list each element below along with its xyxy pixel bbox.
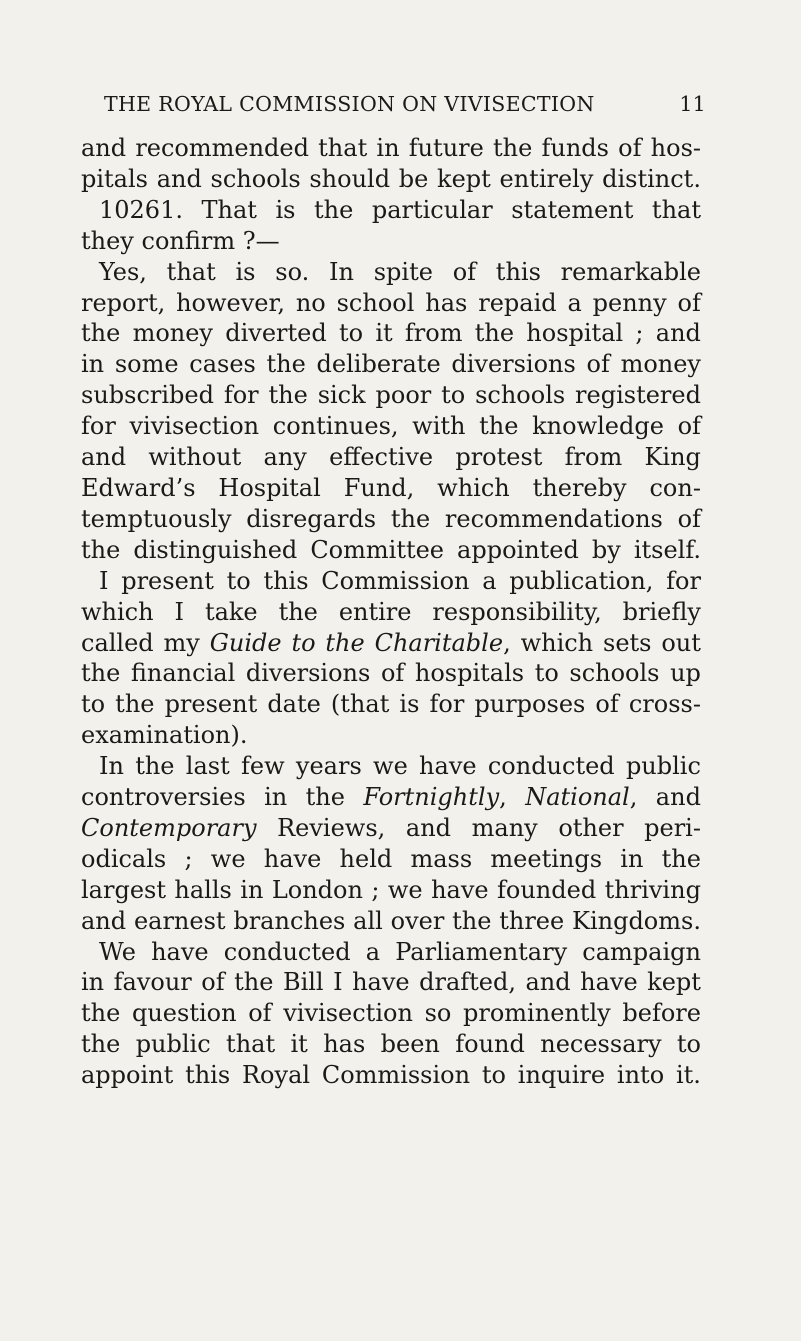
word: diversions bbox=[451, 350, 576, 379]
word: hos- bbox=[650, 134, 701, 162]
word: controversies bbox=[81, 783, 246, 812]
word: Commission bbox=[321, 566, 470, 595]
word: vivisection bbox=[129, 412, 260, 441]
text-line bbox=[81, 164, 701, 195]
word: London bbox=[271, 875, 363, 904]
word: for bbox=[429, 690, 465, 719]
word: the bbox=[81, 659, 121, 688]
body-text bbox=[81, 133, 701, 1091]
word: conducted bbox=[487, 752, 615, 781]
word: Hospital bbox=[218, 473, 321, 502]
word: and bbox=[81, 443, 127, 472]
word: we bbox=[387, 875, 423, 904]
word: schools bbox=[569, 659, 660, 688]
word: halls bbox=[174, 875, 232, 904]
word: National, bbox=[525, 783, 638, 812]
word: some bbox=[114, 350, 179, 379]
word: purposes bbox=[474, 690, 586, 719]
word: be bbox=[398, 164, 429, 193]
word: remarkable bbox=[560, 257, 701, 286]
word: statement bbox=[511, 195, 634, 224]
word: before bbox=[622, 999, 701, 1028]
word: the bbox=[452, 906, 492, 935]
word: conducted bbox=[223, 937, 351, 966]
word: a bbox=[365, 937, 381, 966]
word: the bbox=[81, 535, 121, 564]
word: years bbox=[295, 752, 362, 781]
word: take bbox=[204, 597, 258, 626]
word: (that bbox=[330, 690, 390, 719]
word: should bbox=[309, 164, 391, 193]
word: of bbox=[380, 659, 405, 688]
word: Yes, bbox=[99, 257, 147, 286]
text-line bbox=[81, 1029, 701, 1060]
text-line bbox=[81, 504, 701, 535]
word: Committee bbox=[310, 535, 445, 564]
word: responsibility, bbox=[432, 597, 602, 626]
word: have bbox=[352, 968, 410, 997]
word: money bbox=[132, 319, 213, 348]
word: in bbox=[81, 968, 105, 997]
word: temptuously bbox=[81, 504, 232, 533]
text-line bbox=[81, 720, 701, 751]
word: the bbox=[493, 134, 533, 162]
word: which bbox=[520, 628, 594, 657]
word: I bbox=[99, 566, 109, 595]
word: it. bbox=[675, 1061, 701, 1090]
word: the bbox=[115, 690, 155, 719]
word: we bbox=[210, 844, 246, 873]
word: to bbox=[534, 659, 559, 688]
word: disregards bbox=[246, 504, 377, 533]
word: the bbox=[81, 1030, 121, 1059]
word: no bbox=[295, 288, 326, 317]
text-line bbox=[81, 689, 701, 720]
word: a bbox=[567, 288, 582, 317]
text-line bbox=[81, 318, 701, 349]
word: cases bbox=[189, 350, 256, 379]
word: I bbox=[333, 968, 343, 997]
word: however, bbox=[176, 288, 285, 317]
word: Bill bbox=[282, 968, 324, 997]
word: Commission bbox=[321, 1061, 471, 1090]
word: inquire bbox=[517, 1061, 606, 1090]
word: We bbox=[99, 937, 136, 966]
word: protest bbox=[455, 443, 543, 472]
word: to bbox=[441, 381, 466, 410]
word: and bbox=[81, 906, 127, 935]
word: mass bbox=[410, 844, 473, 873]
word: for bbox=[81, 412, 116, 441]
word: my bbox=[163, 628, 200, 657]
word: knowledge bbox=[532, 412, 664, 441]
word: Fortnightly, bbox=[363, 783, 507, 812]
word: deliberate bbox=[316, 350, 441, 379]
word: effective bbox=[329, 443, 434, 472]
running-title: THE ROYAL COMMISSION ON VIVISECTION bbox=[104, 92, 595, 116]
text-line bbox=[81, 844, 701, 875]
text-line bbox=[81, 782, 701, 813]
word: this bbox=[263, 566, 309, 595]
word: particular bbox=[371, 195, 493, 224]
word: three bbox=[499, 906, 565, 935]
word: has bbox=[323, 1030, 366, 1059]
word: kept bbox=[437, 164, 491, 193]
word: report, bbox=[81, 288, 166, 317]
word: In bbox=[329, 257, 354, 286]
word: largest bbox=[81, 875, 166, 904]
word: future bbox=[408, 134, 484, 162]
word: few bbox=[241, 752, 285, 781]
word: of bbox=[586, 350, 610, 379]
word: the bbox=[266, 350, 306, 379]
word: odicals bbox=[81, 844, 167, 873]
word: con- bbox=[649, 473, 701, 502]
word: to bbox=[226, 566, 251, 595]
word: of bbox=[201, 968, 225, 997]
word: founded bbox=[497, 875, 597, 904]
word: schools bbox=[210, 164, 301, 193]
word: and bbox=[405, 813, 452, 842]
word: That bbox=[201, 195, 257, 224]
word: entirely bbox=[499, 164, 594, 193]
word: have bbox=[431, 875, 489, 904]
word: the bbox=[325, 628, 365, 657]
word: the bbox=[305, 783, 345, 812]
word: Charitable, bbox=[374, 628, 511, 657]
word: sick bbox=[317, 381, 366, 410]
word: the bbox=[234, 968, 274, 997]
word: kept bbox=[647, 968, 701, 997]
word: appointed bbox=[457, 535, 579, 564]
text-line bbox=[81, 442, 701, 473]
word: schools bbox=[475, 381, 566, 410]
word: so. bbox=[275, 257, 310, 286]
word: of bbox=[452, 257, 477, 286]
word: the bbox=[314, 195, 354, 224]
word: that bbox=[226, 1030, 276, 1059]
word: it bbox=[290, 1030, 308, 1059]
word: ; bbox=[184, 844, 193, 873]
word: King bbox=[644, 443, 701, 472]
word: of bbox=[595, 690, 619, 719]
text-line bbox=[81, 473, 701, 504]
word: spite bbox=[373, 257, 433, 286]
text-line bbox=[81, 257, 701, 288]
word: question bbox=[131, 999, 237, 1028]
word: have bbox=[151, 937, 209, 966]
word: campaign bbox=[582, 937, 701, 966]
word: been bbox=[380, 1030, 440, 1059]
word: pitals bbox=[81, 164, 148, 193]
word: last bbox=[185, 752, 230, 781]
word: the bbox=[278, 597, 318, 626]
line-text: examination). bbox=[81, 721, 248, 750]
word: entire bbox=[338, 597, 412, 626]
word: briefly bbox=[622, 597, 701, 626]
word: up bbox=[670, 659, 701, 688]
word: Fund, bbox=[343, 473, 415, 502]
text-line bbox=[81, 566, 701, 597]
text-line bbox=[81, 658, 701, 689]
word: from bbox=[564, 443, 623, 472]
word: of bbox=[618, 134, 642, 162]
text-line bbox=[81, 226, 701, 257]
text-line bbox=[81, 967, 701, 998]
text-line bbox=[81, 875, 701, 906]
word: and bbox=[156, 164, 202, 193]
word: subscribed bbox=[81, 381, 214, 410]
word: and bbox=[81, 134, 127, 162]
word: In bbox=[99, 752, 124, 781]
word: is bbox=[275, 195, 296, 224]
word: recommendations bbox=[444, 504, 663, 533]
word: poor bbox=[375, 381, 432, 410]
running-head bbox=[104, 92, 706, 116]
word: diversions bbox=[245, 659, 371, 688]
word: in bbox=[620, 844, 644, 873]
word: that bbox=[166, 257, 216, 286]
word: of bbox=[677, 412, 701, 441]
word: financial bbox=[130, 659, 236, 688]
word: in bbox=[376, 134, 400, 162]
word: the bbox=[268, 381, 308, 410]
word: to bbox=[291, 628, 316, 657]
word: for bbox=[666, 566, 701, 595]
word: 10261. bbox=[99, 195, 183, 224]
word: called bbox=[81, 628, 154, 657]
word: and bbox=[525, 968, 571, 997]
word: appoint bbox=[81, 1061, 174, 1090]
word: to bbox=[81, 690, 106, 719]
text-line bbox=[81, 195, 701, 226]
word: present bbox=[121, 566, 214, 595]
word: favour bbox=[113, 968, 192, 997]
word: all bbox=[353, 906, 383, 935]
word: Guide bbox=[209, 628, 282, 657]
word: the bbox=[135, 752, 175, 781]
word: so bbox=[424, 999, 452, 1028]
word: thriving bbox=[604, 875, 701, 904]
word: of bbox=[677, 504, 701, 533]
word: from bbox=[404, 319, 463, 348]
word: diverted bbox=[225, 319, 327, 348]
word: out bbox=[661, 628, 701, 657]
word: to bbox=[481, 1061, 506, 1090]
text-line bbox=[81, 998, 701, 1029]
word: the bbox=[390, 504, 431, 533]
word: many bbox=[471, 813, 538, 842]
word: have bbox=[419, 752, 477, 781]
word: which bbox=[81, 597, 154, 626]
word: in bbox=[264, 783, 288, 812]
text-line bbox=[81, 380, 701, 411]
word: prominently bbox=[463, 999, 611, 1028]
word: to bbox=[676, 1030, 701, 1059]
text-line bbox=[81, 751, 701, 782]
word: have bbox=[263, 844, 322, 873]
word: Kingdoms. bbox=[572, 906, 701, 935]
word: with bbox=[412, 412, 466, 441]
word: itself. bbox=[633, 535, 701, 564]
word: recommended bbox=[135, 134, 309, 162]
word: held bbox=[339, 844, 393, 873]
word: ; bbox=[635, 319, 644, 348]
word: of bbox=[677, 288, 701, 317]
word: cross- bbox=[628, 690, 701, 719]
word: meetings bbox=[490, 844, 603, 873]
word: has bbox=[425, 288, 468, 317]
word: present bbox=[164, 690, 258, 719]
word: to bbox=[338, 319, 364, 348]
word: registered bbox=[575, 381, 701, 410]
text-line bbox=[81, 628, 701, 659]
word: this bbox=[495, 257, 541, 286]
word: penny bbox=[592, 288, 667, 317]
word: without bbox=[148, 443, 242, 472]
word: earnest bbox=[133, 906, 226, 935]
word: this bbox=[185, 1061, 231, 1090]
word: publication, bbox=[509, 566, 654, 595]
word: I bbox=[174, 597, 184, 626]
word: peri- bbox=[644, 813, 701, 842]
line-text: they confirm ?— bbox=[81, 226, 280, 255]
word: Reviews, bbox=[277, 813, 386, 842]
word: it bbox=[375, 319, 393, 348]
word: for bbox=[223, 381, 259, 410]
word: sets bbox=[603, 628, 652, 657]
word: and bbox=[655, 319, 701, 348]
word: that bbox=[651, 195, 701, 224]
word: a bbox=[482, 566, 497, 595]
word: funds bbox=[541, 134, 609, 162]
word: public bbox=[135, 1030, 211, 1059]
text-line bbox=[81, 937, 701, 968]
text-line bbox=[81, 906, 701, 937]
word: drafted, bbox=[419, 968, 516, 997]
word: distinct. bbox=[602, 164, 701, 193]
word: hospital bbox=[526, 319, 624, 348]
word: any bbox=[263, 443, 307, 472]
text-line bbox=[81, 133, 701, 164]
word: we bbox=[373, 752, 408, 781]
word: thereby bbox=[532, 473, 627, 502]
word: ; bbox=[371, 875, 380, 904]
word: Edward’s bbox=[81, 473, 196, 502]
word: branches bbox=[233, 906, 346, 935]
text-line bbox=[81, 1060, 701, 1091]
word: have bbox=[580, 968, 638, 997]
word: into bbox=[616, 1061, 665, 1090]
word: the bbox=[474, 319, 515, 348]
word: and bbox=[655, 783, 701, 812]
word: over bbox=[390, 906, 445, 935]
word: distinguished bbox=[133, 535, 298, 564]
page-number: 11 bbox=[679, 92, 706, 116]
text-line bbox=[81, 288, 701, 319]
word: repaid bbox=[478, 288, 557, 317]
word: money bbox=[620, 350, 701, 379]
text-line bbox=[81, 349, 701, 380]
word: Contemporary bbox=[81, 813, 257, 842]
word: the bbox=[661, 844, 701, 873]
text-line bbox=[81, 813, 701, 844]
word: other bbox=[558, 813, 624, 842]
word: the bbox=[479, 412, 519, 441]
text-line bbox=[81, 411, 701, 442]
word: which bbox=[437, 473, 510, 502]
word: the bbox=[81, 999, 121, 1028]
text-line bbox=[81, 597, 701, 628]
word: found bbox=[455, 1030, 525, 1059]
word: is bbox=[235, 257, 256, 286]
text-line bbox=[81, 535, 701, 566]
word: vivisection bbox=[283, 999, 413, 1028]
word: continues, bbox=[272, 412, 399, 441]
word: that bbox=[318, 134, 368, 162]
word: Royal bbox=[241, 1061, 311, 1090]
word: by bbox=[591, 535, 621, 564]
word: in bbox=[81, 350, 105, 379]
word: public bbox=[625, 752, 701, 781]
word: the bbox=[81, 319, 121, 348]
word: necessary bbox=[540, 1030, 662, 1059]
word: school bbox=[336, 288, 415, 317]
word: is bbox=[399, 690, 420, 719]
word: date bbox=[267, 690, 321, 719]
word: hospitals bbox=[414, 659, 525, 688]
word: of bbox=[248, 999, 272, 1028]
word: in bbox=[240, 875, 264, 904]
word: Parliamentary bbox=[395, 937, 568, 966]
